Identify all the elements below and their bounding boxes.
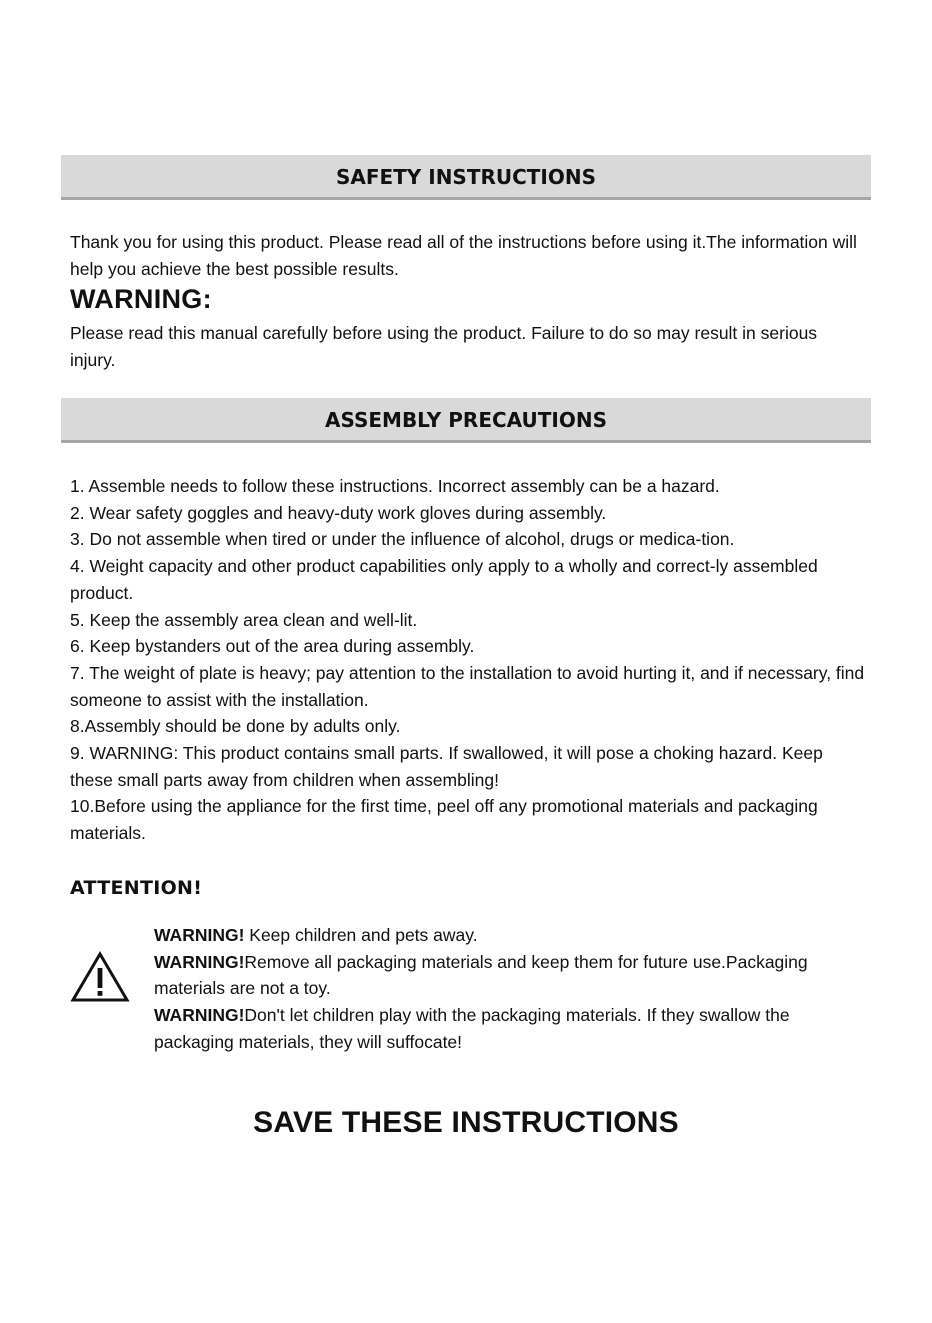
intro-paragraph: Thank you for using this product. Please read all of the instructions before using it.The information will help you achieve the best possible results.: [70, 232, 857, 279]
attention-title: ATTENTION!: [70, 877, 203, 899]
list-item: 9. WARNING: This product contains small parts. If swallowed, it will pose a choking hazard. Keep these small parts away from children when assembling!: [70, 743, 823, 790]
list-item: 10.Before using the appliance for the first time, peel off any promotional materials and packaging materials.: [70, 796, 818, 844]
list-item: 7. The weight of plate is heavy; pay attention to the installation to avoid hurting it, and if necessary, find someone to assist with the installation.: [70, 662, 865, 710]
assembly-precautions-header: ASSEMBLY PRECAUTIONS: [61, 398, 871, 443]
list-item: 5. Keep the assembly area clean and well-lit.: [70, 609, 418, 630]
list-item: 6. Keep bystanders out of the area during assembly.: [70, 636, 475, 657]
warning-label: WARNING!: [154, 925, 245, 945]
list-item: [154, 1002, 834, 1055]
safety-instructions-header: SAFETY INSTRUCTIONS: [61, 155, 871, 200]
attention-warnings-list: [154, 922, 834, 1056]
save-instructions-title: SAVE THESE INSTRUCTIONS: [253, 1106, 679, 1139]
warning-text: Remove all packaging materials and keep them for future use.Packaging materials are not a toy.: [154, 951, 808, 999]
list-item: [154, 949, 834, 1002]
warning-body: Please read this manual carefully before using the product. Failure to do so may result in serious injury.: [70, 323, 818, 370]
list-item: 3. Do not assemble when tired or under the influence of alcohol, drugs or medica-tion.: [70, 529, 735, 550]
warning-triangle-icon: [70, 951, 130, 1003]
precautions-list: [70, 473, 865, 847]
warning-title: WARNING:: [70, 284, 212, 314]
list-item: 1. Assemble needs to follow these instructions. Incorrect assembly can be a hazard.: [70, 476, 720, 496]
warning-label: WARNING!: [154, 951, 245, 972]
list-item: 8.Assembly should be done by adults only.: [70, 716, 401, 737]
warning-text: Keep children and pets away.: [244, 925, 478, 945]
warning-label: WARNING!: [154, 1005, 245, 1026]
warning-text: Don't let children play with the packaging materials. If they swallow the packaging materials, they will suffocate!: [154, 1005, 790, 1052]
list-item: 4. Weight capacity and other product capabilities only apply to a wholly and correct-ly assembled product.: [70, 556, 818, 603]
list-item: 2. Wear safety goggles and heavy-duty work gloves during assembly.: [70, 502, 607, 523]
list-item: [154, 922, 834, 949]
